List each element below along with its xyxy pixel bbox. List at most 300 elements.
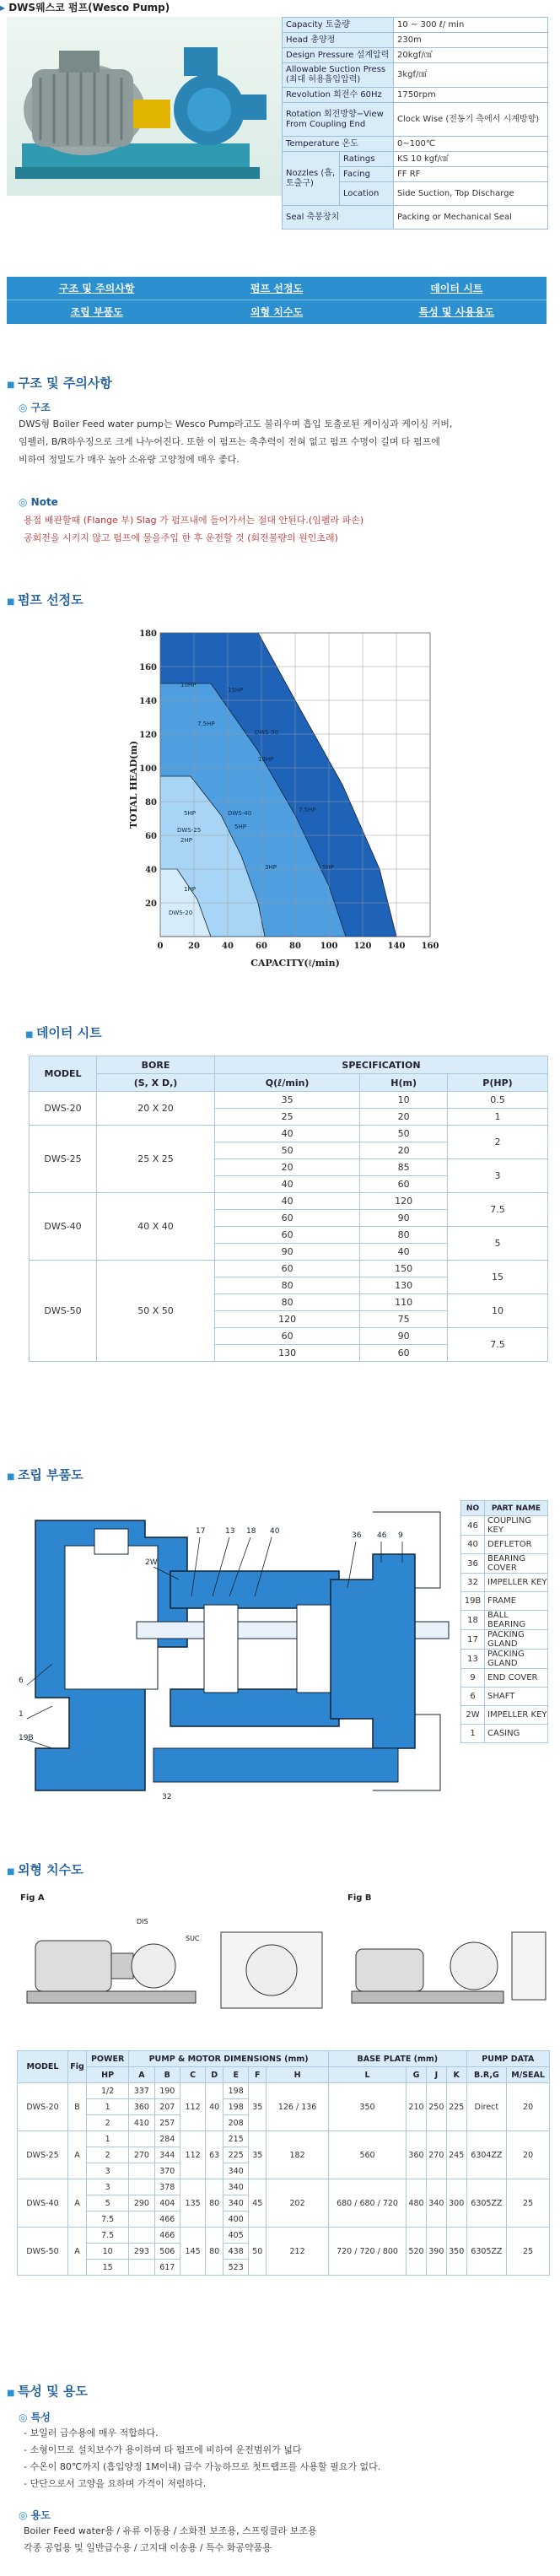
part-callout: 13 [225,1527,235,1536]
part-no: 9 [461,1669,485,1688]
chart-annotation: 10HP [180,682,197,689]
e-cell: 405 [223,2228,249,2244]
e-cell: 340 [223,2179,249,2195]
spec-table [282,17,548,230]
h-cell: 182 [267,2131,329,2179]
y-tick-label: 140 [139,697,157,706]
q-cell: 40 [215,1193,360,1210]
h-cell: 60 [360,1176,448,1193]
part-callout: 9 [398,1531,403,1540]
part-row [461,1630,548,1650]
datasheet-row [30,1126,548,1142]
bore-cell: 40 X 40 [97,1193,215,1261]
part-callout: 19B [19,1734,34,1742]
fig-cell: B [68,2083,87,2131]
a-cell [129,2131,154,2147]
spec-key: Design Pressure 설계압력 [283,48,394,63]
x-tick-label: 160 [421,942,439,951]
a-cell: 293 [129,2244,154,2260]
dimension-row [18,2228,550,2244]
fig-cell: A [68,2228,87,2276]
spec-subkey: Facing [340,167,394,182]
part-row [461,1688,548,1706]
structure-line: 임펠러, B/R하우징으로 크게 나누어진다. 또한 이 펌프는 축추력이 전혀 없고 펌프 수명이 길며 타 펌프에 [19,436,440,447]
fig-cell: A [68,2179,87,2228]
model-cell: DWS-25 [18,2131,68,2179]
chart-annotation: 7.5HP [197,721,215,727]
part-name: FRAME [485,1592,548,1611]
selection-heading: ■ 펌프 선정도 [7,591,83,608]
c-cell: 112 [180,2131,205,2179]
c-cell: 112 [180,2083,205,2131]
spec-key: Capacity 토출량 [283,18,394,33]
col-q: Q(ℓ/min) [215,1074,360,1092]
part-no: 32 [461,1574,485,1592]
chart-annotation: 5HP [184,810,196,817]
q-cell: 130 [215,1345,360,1362]
h-cell: 150 [360,1261,448,1277]
p-cell: 7.5 [448,1193,548,1227]
h-cell: 20 [360,1142,448,1159]
fig-b-label: Fig B [347,1893,372,1903]
b-cell: 190 [154,2083,180,2099]
part-callout: 36 [352,1531,362,1540]
q-cell: 60 [215,1210,360,1227]
col-part-name: PART NAME [485,1501,548,1516]
selection-chart-svg [127,620,447,975]
b-cell: 466 [154,2211,180,2228]
d-cell: 80 [206,2179,223,2228]
spec-subkey: Location [340,182,394,206]
col-model: MODEL [18,2051,68,2083]
b-cell: 378 [154,2179,180,2195]
hp-cell: 3 [87,2179,129,2195]
hp-cell: 5 [87,2195,129,2211]
a-cell [129,2228,154,2244]
part-row [461,1669,548,1688]
part-no: 19B [461,1592,485,1611]
q-cell: 40 [215,1126,360,1142]
h-cell: 90 [360,1328,448,1345]
col-power: POWER [87,2051,129,2067]
nav-datasheet[interactable]: 데이터 시트 [430,283,483,294]
features-heading: ■ 특성 및 용도 [7,2382,88,2400]
part-callout: 46 [377,1531,387,1540]
hp-cell: 1 [87,2099,129,2115]
hp-cell: 1 [87,2131,129,2147]
part-name: PACKING GLAND [485,1630,548,1650]
part-callout: 1 [19,1710,24,1719]
brg-cell: 6304ZZ [466,2131,507,2179]
x-tick-label: 60 [256,942,267,951]
chart-annotation: DWS-50 [255,729,279,736]
h-cell: 90 [360,1210,448,1227]
k-cell: 350 [446,2228,466,2276]
y-tick-label: 180 [139,629,157,639]
spec-key: Nozzles (흡,토출구) [283,152,340,206]
spec-key: Revolution 회전수 60Hz [283,88,394,103]
bore-cell: 50 X 50 [97,1261,215,1362]
col-hp: HP [87,2067,129,2083]
col-bore: BORE [97,1056,215,1074]
part-no: 46 [461,1516,485,1536]
p-cell: 15 [448,1261,548,1294]
j-cell: 390 [426,2228,446,2276]
part-row [461,1706,548,1725]
chart-annotation: 5HP [234,824,246,830]
col-bore-sub: (S, X D,) [97,1074,215,1092]
e-cell: 198 [223,2083,249,2099]
spec-value: Packing or Mechanical Seal [394,206,548,230]
j-cell: 270 [426,2131,446,2179]
e-cell: 225 [223,2147,249,2163]
col-fig: Fig [68,2051,87,2083]
e-cell: 340 [223,2195,249,2211]
spec-key: Allowable Suction Press (최대 허용흡입압력) [283,63,394,88]
chart-y-label: TOTAL HEAD(m) [128,740,139,829]
part-name: IMPELLER KEY [485,1574,548,1592]
part-no: 13 [461,1650,485,1669]
a-cell: 360 [129,2099,154,2115]
h-cell: 202 [267,2179,329,2228]
g-cell: 210 [407,2083,427,2131]
b-cell: 617 [154,2260,180,2276]
spec-value: 20kgf/㎠ [394,48,548,63]
assembly-heading: ■ 조립 부품도 [7,1466,83,1483]
h-cell: 110 [360,1294,448,1311]
h-cell: 212 [267,2228,329,2276]
part-name: BALL BEARING [485,1611,548,1630]
x-tick-label: 120 [353,942,372,951]
col-b: B [154,2067,180,2083]
part-name: PACKING GLAND [485,1650,548,1669]
d-cell: 40 [206,2083,223,2131]
a-cell: 410 [129,2115,154,2131]
a-cell [129,2260,154,2276]
part-callout: 40 [270,1527,280,1536]
l-cell: 680 / 680 / 720 [329,2179,407,2228]
hp-cell: 10 [87,2244,129,2260]
note-text [24,511,559,547]
x-tick-label: 100 [320,942,338,951]
y-tick-label: 100 [139,764,157,774]
h-cell: 75 [360,1311,448,1328]
j-cell: 250 [426,2083,446,2131]
l-cell: 720 / 720 / 800 [329,2228,407,2276]
part-row [461,1725,548,1743]
col-brg: B.R,G [466,2067,507,2083]
suc-label: SUC [186,1935,200,1942]
f-cell: 50 [249,2228,267,2276]
part-callout: 32 [162,1793,172,1801]
part-name: COUPLING KEY [485,1516,548,1536]
q-cell: 80 [215,1277,360,1294]
spec-value: Clock Wise (전동기 측에서 시계방향) [394,103,548,137]
spec-value: 3kgf/㎠ [394,63,548,88]
p-cell: 1 [448,1109,548,1126]
e-cell: 208 [223,2115,249,2131]
b-cell: 207 [154,2099,180,2115]
model-cell: DWS-40 [18,2179,68,2228]
col-spec: SPECIFICATION [215,1056,548,1074]
h-cell: 10 [360,1092,448,1109]
f-cell: 35 [249,2131,267,2179]
h-cell: 40 [360,1244,448,1261]
hp-cell: 1/2 [87,2083,129,2099]
features-sub-heading: ◎ 특성 [19,2410,51,2424]
part-no: 17 [461,1630,485,1650]
k-cell: 225 [446,2083,466,2131]
q-cell: 80 [215,1294,360,1311]
structure-text [19,415,554,468]
a-cell [129,2211,154,2228]
nav-assembly[interactable]: 조립 부품도 [70,306,123,318]
hp-cell: 2 [87,2147,129,2163]
feature-item: - 수온이 80℃까지 (흡입양정 1M이내) 급수 가능하므로 첫트랩프를 사용할 필요가 없다. [24,2461,381,2472]
e-cell: 215 [223,2131,249,2147]
part-name: BEARING COVER [485,1554,548,1574]
e-cell: 198 [223,2099,249,2115]
chart-annotation: 3HP [265,864,277,871]
y-tick-label: 20 [145,899,157,909]
g-cell: 480 [407,2179,427,2228]
datasheet-row [30,1092,548,1109]
j-cell: 340 [426,2179,446,2228]
col-g: G [407,2067,427,2083]
p-cell: 7.5 [448,1328,548,1362]
h-cell: 120 [360,1193,448,1210]
datasheet-row [30,1193,548,1210]
col-j: J [426,2067,446,2083]
b-cell: 344 [154,2147,180,2163]
f-cell: 45 [249,2179,267,2228]
structure-heading: ■ 구조 및 주의사항 [7,374,112,392]
structure-line: 비하여 정밀도가 매우 높아 소유량 고양정에 매우 좋다. [19,454,240,465]
chart-x-label: CAPACITY(ℓ/min) [250,958,340,969]
nav-structure[interactable]: 구조 및 주의사항 [58,283,135,294]
bore-cell: 20 X 20 [97,1092,215,1126]
col-a: A [129,2067,154,2083]
x-tick-label: 0 [157,942,164,951]
pump-photo [7,17,282,196]
dimensions-table [17,2050,550,2276]
features-list [24,2425,380,2492]
note-line: 공회전을 시키지 않고 펌프에 물을주입 한 후 운전할 것 (회전불량의 원인초래) [24,532,338,543]
chart-annotation: DWS-25 [177,827,202,834]
spec-key: Seal 축봉장치 [283,206,394,230]
outline-drawing [19,1890,550,2042]
q-cell: 120 [215,1311,360,1328]
col-model: MODEL [30,1056,97,1092]
k-cell: 300 [446,2179,466,2228]
b-cell: 257 [154,2115,180,2131]
brg-cell: 6305ZZ [466,2228,507,2276]
part-row [461,1592,548,1611]
part-name: CASING [485,1725,548,1743]
feature-item: - 보일러 급수용에 매우 적합하다. [24,2427,159,2438]
b-cell: 506 [154,2244,180,2260]
x-tick-label: 140 [387,942,406,951]
a-cell: 290 [129,2195,154,2211]
chart-annotation: DWS-20 [169,910,193,916]
datasheet-heading: ■ 데이터 시트 [25,1023,102,1041]
part-name: DEFLETOR [485,1536,548,1554]
part-callout: 18 [246,1527,256,1536]
y-tick-label: 160 [139,663,157,672]
spec-key: Temperature 온도 [283,137,394,152]
q-cell: 60 [215,1227,360,1244]
d-cell: 63 [206,2131,223,2179]
part-name: END COVER [485,1669,548,1688]
fig-cell: A [68,2131,87,2179]
q-cell: 50 [215,1142,360,1159]
col-d: D [206,2067,223,2083]
a-cell: 337 [129,2083,154,2099]
part-name: IMPELLER KEY [485,1706,548,1725]
hp-cell: 7.5 [87,2228,129,2244]
c-cell: 135 [180,2179,205,2228]
h-cell: 50 [360,1126,448,1142]
feature-item: - 소형이므로 설치보수가 용이하며 타 펌프에 비하여 운전범위가 넓다 [24,2444,302,2455]
x-tick-label: 20 [188,942,200,951]
nav-features[interactable]: 특성 및 사용용도 [418,306,495,318]
e-cell: 400 [223,2211,249,2228]
chart-annotation: 5HP [322,864,334,871]
spec-value: 10 ~ 300 ℓ/ min [394,18,548,33]
col-c: C [180,2067,205,2083]
a-cell [129,2163,154,2179]
spec-value: 1750rpm [394,88,548,103]
b-cell: 404 [154,2195,180,2211]
col-h: H [267,2067,329,2083]
dis-label: DIS [137,1918,148,1925]
b-cell: 466 [154,2228,180,2244]
dimension-row [18,2179,550,2195]
part-row [461,1650,548,1669]
part-callout: 6 [19,1677,24,1685]
q-cell: 35 [215,1092,360,1109]
structure-line: DWS형 Boiler Feed water pump는 Wesco Pump라고도 불리우며 흡입 토출로된 케이싱과 케이싱 커버, [19,419,453,429]
q-cell: 60 [215,1261,360,1277]
seal-cell: 20 [507,2083,550,2131]
use-item: 각종 공업용 및 일반급수용 / 고지대 이송용 / 특수 화공약품용 [24,2542,272,2553]
x-tick-label: 80 [289,942,301,951]
spec-subkey: Ratings [340,152,394,167]
e-cell: 523 [223,2260,249,2276]
nav-selection[interactable]: 펌프 선정도 [250,283,304,294]
x-tick-label: 40 [222,942,234,951]
chart-annotation: 15HP [228,687,244,694]
model-cell: DWS-50 [30,1261,97,1362]
spec-value: KS 10 kgf/㎠ [394,152,548,167]
chart-annotation: 7.5HP [299,807,316,813]
col-e: E [223,2067,249,2083]
page-title: ▸ DWS웨스코 펌프(Wesco Pump) [0,0,170,14]
chart-annotation: 1HP [184,886,196,893]
h-cell: 126 / 136 [267,2083,329,2131]
spec-value: 0~100℃ [394,137,548,152]
b-cell: 370 [154,2163,180,2179]
assembly-drawing [19,1495,457,1816]
chart-annotation: 10HP [258,756,274,763]
col-p: P(HP) [448,1074,548,1092]
q-cell: 90 [215,1244,360,1261]
p-cell: 2 [448,1126,548,1159]
q-cell: 40 [215,1176,360,1193]
structure-sub-heading: ◎ 구조 [19,400,51,414]
y-tick-label: 120 [139,731,157,740]
hp-cell: 3 [87,2163,129,2179]
part-callout: 2W [145,1558,158,1567]
a-cell [129,2179,154,2195]
col-seal: M/SEAL [507,2067,550,2083]
hp-cell: 7.5 [87,2211,129,2228]
col-l: L [329,2067,407,2083]
model-cell: DWS-20 [18,2083,68,2131]
e-cell: 438 [223,2244,249,2260]
feature-item: - 단단으로서 고양을 요하며 가격이 저렴하다. [24,2478,207,2489]
model-cell: DWS-50 [18,2228,68,2276]
spec-value: FF RF [394,167,548,182]
part-no: 1 [461,1725,485,1743]
spec-key: Rotation 회전방향−View From Coupling End [283,103,394,137]
seal-cell: 20 [507,2131,550,2179]
l-cell: 350 [329,2083,407,2131]
parts-table [460,1500,548,1743]
dimension-row [18,2083,550,2099]
l-cell: 560 [329,2131,407,2179]
part-callout: 17 [196,1527,206,1536]
uses-heading: ◎ 용도 [19,2508,51,2522]
col-k: K [446,2067,466,2083]
col-pump: PUMP DATA [466,2051,549,2067]
part-no: 36 [461,1554,485,1574]
q-cell: 60 [215,1328,360,1345]
hp-cell: 2 [87,2115,129,2131]
model-cell: DWS-25 [30,1126,97,1193]
p-cell: 0.5 [448,1092,548,1109]
part-row [461,1536,548,1554]
part-no: 2W [461,1706,485,1725]
datasheet-row [30,1261,548,1277]
chart-annotation: DWS-40 [228,810,252,817]
fig-a-label: Fig A [20,1893,45,1903]
spec-value: Side Suction, Top Discharge [394,182,548,206]
note-line: 용접 배관할때 (Flange 부) Slag 가 펌프내에 들어가서는 절대 안된다.(임펠라 파손) [24,515,364,526]
spec-key: Head 총양정 [283,33,394,48]
y-tick-label: 60 [145,832,157,841]
col-f: F [249,2067,267,2083]
section-nav [7,277,547,324]
uses-list [24,2523,317,2557]
part-name: SHAFT [485,1688,548,1706]
part-row [461,1554,548,1574]
use-item: Boiler Feed water용 / 유류 이동용 / 소화전 보조용, 스프링클라 보조용 [24,2525,317,2536]
outline-heading: ■ 외형 치수도 [7,1860,83,1878]
b-cell: 284 [154,2131,180,2147]
seal-cell: 25 [507,2179,550,2228]
nav-outline[interactable]: 외형 치수도 [250,306,304,318]
g-cell: 360 [407,2131,427,2179]
col-dims: PUMP & MOTOR DIMENSIONS (mm) [129,2051,329,2067]
h-cell: 85 [360,1159,448,1176]
bore-cell: 25 X 25 [97,1126,215,1193]
part-no: 40 [461,1536,485,1554]
c-cell: 145 [180,2228,205,2276]
seal-cell: 25 [507,2228,550,2276]
k-cell: 245 [446,2131,466,2179]
note-heading: ◎ Note [19,496,58,508]
